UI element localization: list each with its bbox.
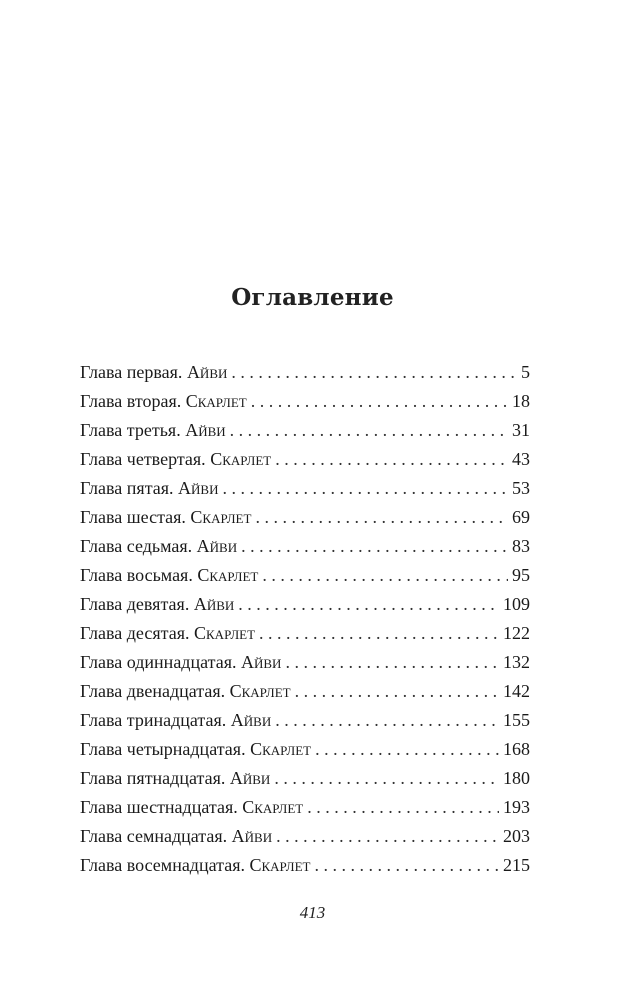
toc-narrator: Айви [230, 710, 272, 730]
toc-entry[interactable] [80, 822, 530, 851]
toc-narrator: Айви [185, 420, 226, 440]
toc-entry-label [80, 793, 307, 822]
toc-narrator: Скарлет [185, 391, 247, 411]
toc-page-number: 132 [503, 652, 530, 672]
toc-chapter: Глава девятая. [80, 594, 190, 614]
toc-entry[interactable] [80, 677, 530, 706]
toc-entry-label [80, 590, 238, 619]
toc-page-number: 31 [512, 420, 530, 440]
toc-page-number: 168 [503, 739, 530, 759]
toc-entry[interactable] [80, 387, 530, 416]
toc-leader-dots [230, 416, 508, 445]
toc-chapter: Глава десятая. [80, 623, 190, 643]
toc-page-number: 53 [512, 478, 530, 498]
toc-chapter: Глава пятая. [80, 478, 174, 498]
toc-entry-label [80, 474, 223, 503]
toc-narrator: Скарлет [250, 739, 312, 759]
toc-leader-dots [275, 706, 499, 735]
toc-chapter: Глава семнадцатая. [80, 826, 228, 846]
toc-entry[interactable] [80, 793, 530, 822]
toc-leader-dots [251, 387, 508, 416]
toc-page-number: 5 [521, 362, 530, 382]
toc-chapter: Глава одиннадцатая. [80, 652, 237, 672]
toc-page-number: 193 [503, 797, 530, 817]
toc-entry-label [80, 358, 231, 387]
toc-narrator: Скарлет [190, 507, 252, 527]
toc-chapter: Глава четырнадцатая. [80, 739, 246, 759]
table-of-contents [80, 358, 530, 880]
toc-page-number: 142 [503, 681, 530, 701]
toc-chapter: Глава шестнадцатая. [80, 797, 238, 817]
toc-chapter: Глава вторая. [80, 391, 182, 411]
toc-leader-dots [255, 503, 508, 532]
toc-narrator: Скарлет [242, 797, 304, 817]
toc-leader-dots [307, 793, 499, 822]
toc-leader-dots [275, 445, 508, 474]
toc-narrator: Айви [240, 652, 282, 672]
toc-entry[interactable] [80, 532, 530, 561]
toc-entry[interactable] [80, 474, 530, 503]
toc-entry-label [80, 532, 241, 561]
toc-leader-dots [285, 648, 499, 677]
toc-entry[interactable] [80, 764, 530, 793]
toc-narrator: Скарлет [229, 681, 291, 701]
toc-leader-dots [274, 764, 499, 793]
toc-chapter: Глава третья. [80, 420, 181, 440]
toc-leader-dots [295, 677, 499, 706]
toc-narrator: Айви [231, 826, 273, 846]
toc-leader-dots [223, 474, 509, 503]
toc-leader-dots [231, 358, 517, 387]
toc-narrator: Скарлет [249, 855, 311, 875]
toc-narrator: Айви [229, 768, 271, 788]
toc-narrator: Айви [186, 362, 228, 382]
toc-narrator: Айви [178, 478, 219, 498]
toc-page-number: 203 [503, 826, 530, 846]
toc-chapter: Глава двенадцатая. [80, 681, 226, 701]
toc-entry[interactable] [80, 358, 530, 387]
toc-page-number: 43 [512, 449, 530, 469]
toc-chapter: Глава четвертая. [80, 449, 206, 469]
toc-chapter: Глава тринадцатая. [80, 710, 227, 730]
toc-entry-label [80, 706, 275, 735]
toc-leader-dots [315, 735, 499, 764]
toc-chapter: Глава седьмая. [80, 536, 193, 556]
toc-leader-dots [262, 561, 508, 590]
toc-chapter: Глава шестая. [80, 507, 186, 527]
toc-chapter: Глава первая. [80, 362, 183, 382]
toc-leader-dots [276, 822, 499, 851]
toc-page-number: 180 [503, 768, 530, 788]
toc-narrator: Скарлет [194, 623, 256, 643]
toc-page-number: 18 [512, 391, 530, 411]
toc-entry-label [80, 648, 285, 677]
toc-entry-label [80, 445, 275, 474]
toc-page-number: 69 [512, 507, 530, 527]
toc-narrator: Айви [196, 536, 238, 556]
toc-entry[interactable] [80, 648, 530, 677]
toc-entry-label [80, 561, 262, 590]
toc-page-number: 95 [512, 565, 530, 585]
toc-chapter: Глава восемнадцатая. [80, 855, 245, 875]
toc-entry[interactable] [80, 561, 530, 590]
toc-leader-dots [315, 851, 499, 880]
toc-narrator: Айви [193, 594, 235, 614]
toc-chapter: Глава восьмая. [80, 565, 193, 585]
toc-entry[interactable] [80, 735, 530, 764]
toc-page-number: 83 [512, 536, 530, 556]
page-number: 413 [299, 903, 326, 922]
toc-narrator: Скарлет [210, 449, 272, 469]
toc-page-number: 122 [503, 623, 530, 643]
toc-leader-dots [238, 590, 499, 619]
toc-leader-dots [241, 532, 508, 561]
toc-entry-label [80, 387, 251, 416]
toc-page-number: 215 [503, 855, 530, 875]
toc-entry[interactable] [80, 851, 530, 880]
toc-entry[interactable] [80, 416, 530, 445]
toc-page-number: 155 [503, 710, 530, 730]
toc-entry-label [80, 503, 255, 532]
toc-entry-label [80, 822, 276, 851]
toc-leader-dots [259, 619, 499, 648]
toc-entry-label [80, 677, 295, 706]
toc-entry[interactable] [80, 590, 530, 619]
toc-narrator: Скарлет [197, 565, 259, 585]
toc-entry-label [80, 764, 274, 793]
toc-entry-label [80, 851, 315, 880]
page-title: Оглавление [231, 284, 394, 311]
toc-entry[interactable] [80, 445, 530, 474]
toc-entry-label [80, 416, 230, 445]
toc-chapter: Глава пятнадцатая. [80, 768, 226, 788]
toc-entry[interactable] [80, 706, 530, 735]
toc-entry[interactable] [80, 503, 530, 532]
toc-page-number: 109 [503, 594, 530, 614]
toc-entry[interactable] [80, 619, 530, 648]
toc-entry-label [80, 735, 315, 764]
toc-entry-label [80, 619, 259, 648]
